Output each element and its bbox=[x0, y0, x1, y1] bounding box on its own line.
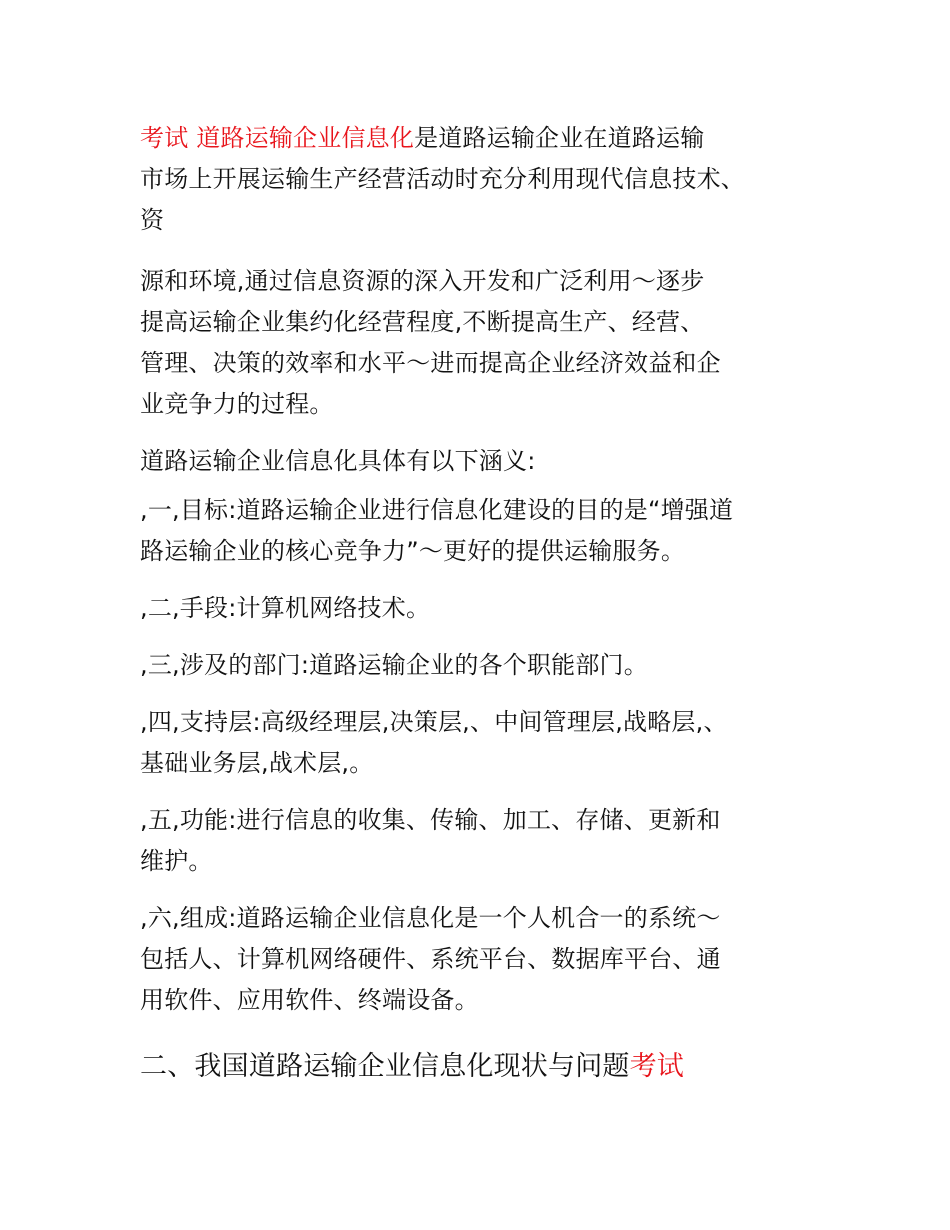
intro-line-3: 资 bbox=[140, 206, 165, 234]
exam-tag: 考试 bbox=[140, 124, 189, 152]
intro-line-1-text: 是道路运输企业在道路运输 bbox=[414, 124, 705, 152]
document-page bbox=[140, 118, 830, 1089]
section-2-title: 二、我国道路运输企业信息化现状与问题 bbox=[140, 1051, 630, 1082]
highlighted-term: 道路运输企业信息化 bbox=[196, 124, 415, 152]
item-function-line-2: 维护。 bbox=[140, 847, 213, 875]
item-composition-line-3: 用软件、应用软件、终端设备。 bbox=[140, 986, 479, 1014]
para2-line-4: 业竞争力的过程。 bbox=[140, 390, 334, 418]
item-departments: ,三,涉及的部门:道路运输企业的各个职能部门。 bbox=[140, 651, 648, 679]
section-2-exam-tag: 考试 bbox=[629, 1051, 685, 1082]
item-means: ,二,手段:计算机网络技术。 bbox=[140, 594, 431, 622]
para2-line-1: 源和环境,通过信息资源的深入开发和广泛利用～逐步 bbox=[140, 267, 705, 295]
section-2-heading bbox=[140, 1045, 830, 1089]
para2-line-2: 提高运输企业集约化经营程度,不断提高生产、经营、 bbox=[140, 308, 705, 336]
intro-line-2: 市场上开展运输生产经营活动时充分利用现代信息技术、 bbox=[140, 165, 745, 193]
item-composition-line-2: 包括人、计算机网络硬件、系统平台、数据库平台、通 bbox=[140, 945, 721, 973]
item-support-line-2: 基础业务层,战术层,。 bbox=[140, 749, 374, 777]
intro-line-1 bbox=[140, 118, 830, 159]
item-composition-line-1: ,六,组成:道路运输企业信息化是一个人机合一的系统～ bbox=[140, 904, 721, 932]
item-support-line-1: ,四,支持层:高级经理层,决策层,、中间管理层,战略层,、 bbox=[140, 708, 728, 736]
item-goal-line-2: 路运输企业的核心竞争力”～更好的提供运输服务。 bbox=[140, 537, 686, 565]
item-function-line-1: ,五,功能:进行信息的收集、传输、加工、存储、更新和 bbox=[140, 806, 721, 834]
meaning-intro: 道路运输企业信息化具体有以下涵义: bbox=[140, 447, 536, 475]
item-goal-line-1: ,一,目标:道路运输企业进行信息化建设的目的是“增强道 bbox=[140, 496, 734, 524]
para2-line-3: 管理、决策的效率和水平～进而提高企业经济效益和企 bbox=[140, 349, 721, 377]
